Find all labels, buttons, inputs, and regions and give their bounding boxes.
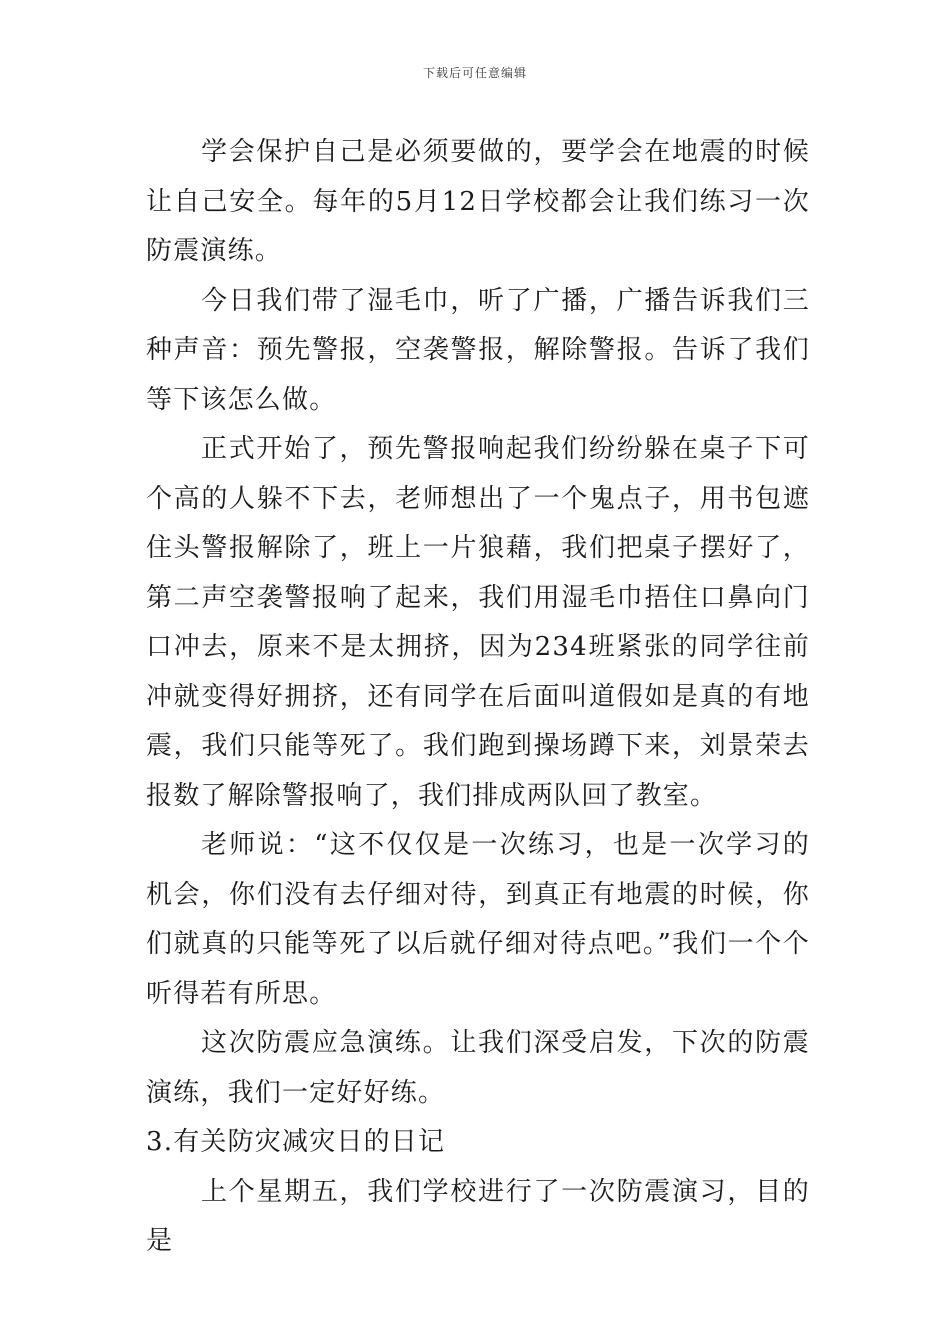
paragraph-4: 老师说：“这不仅仅是一次练习，也是一次学习的机会，你们没有去仔细对待，到真正有地震的时候，你们就真的只能等死了以后就仔细对待点吧。”我们一个个听得若有所思。	[146, 830, 810, 1009]
section-heading: 3.有关防灾减灾日的日记	[146, 1127, 446, 1157]
page-header: 下载后可任意编辑	[422, 66, 527, 80]
paragraph-5: 这次防震应急演练。让我们深受启发，下次的防震演练，我们一定好好练。	[146, 1028, 810, 1108]
paragraph-2: 今日我们带了湿毛巾，听了广播，广播告诉我们三种声音：预先警报，空袭警报，解除警报。告诉了我们等下该怎么做。	[146, 285, 810, 415]
document-body	[146, 128, 810, 1267]
paragraph-3: 正式开始了，预先警报响起我们纷纷躲在桌子下可个高的人躲不下去，老师想出了一个鬼点子，用书包遮住头警报解除了，班上一片狼藉，我们把桌子摆好了，第二声空袭警报响了起来，我们用湿毛巾捂住口鼻向门口冲去，原来不是太拥挤，因为234班紧张的同学往前冲就变得好拥挤，还有同学在后面叫道假如是真的有地震，我们只能等死了。我们跑到操场蹲下来，刘景荣去报数了解除警报响了，我们排成两队回了教室。	[146, 434, 810, 811]
paragraph-1: 学会保护自己是必须要做的，要学会在地震的时候让自己安全。每年的5月12日学校都会让我们练习一次防震演练。	[146, 137, 810, 266]
paragraph-6: 上个星期五，我们学校进行了一次防震演习，目的是	[146, 1176, 810, 1256]
